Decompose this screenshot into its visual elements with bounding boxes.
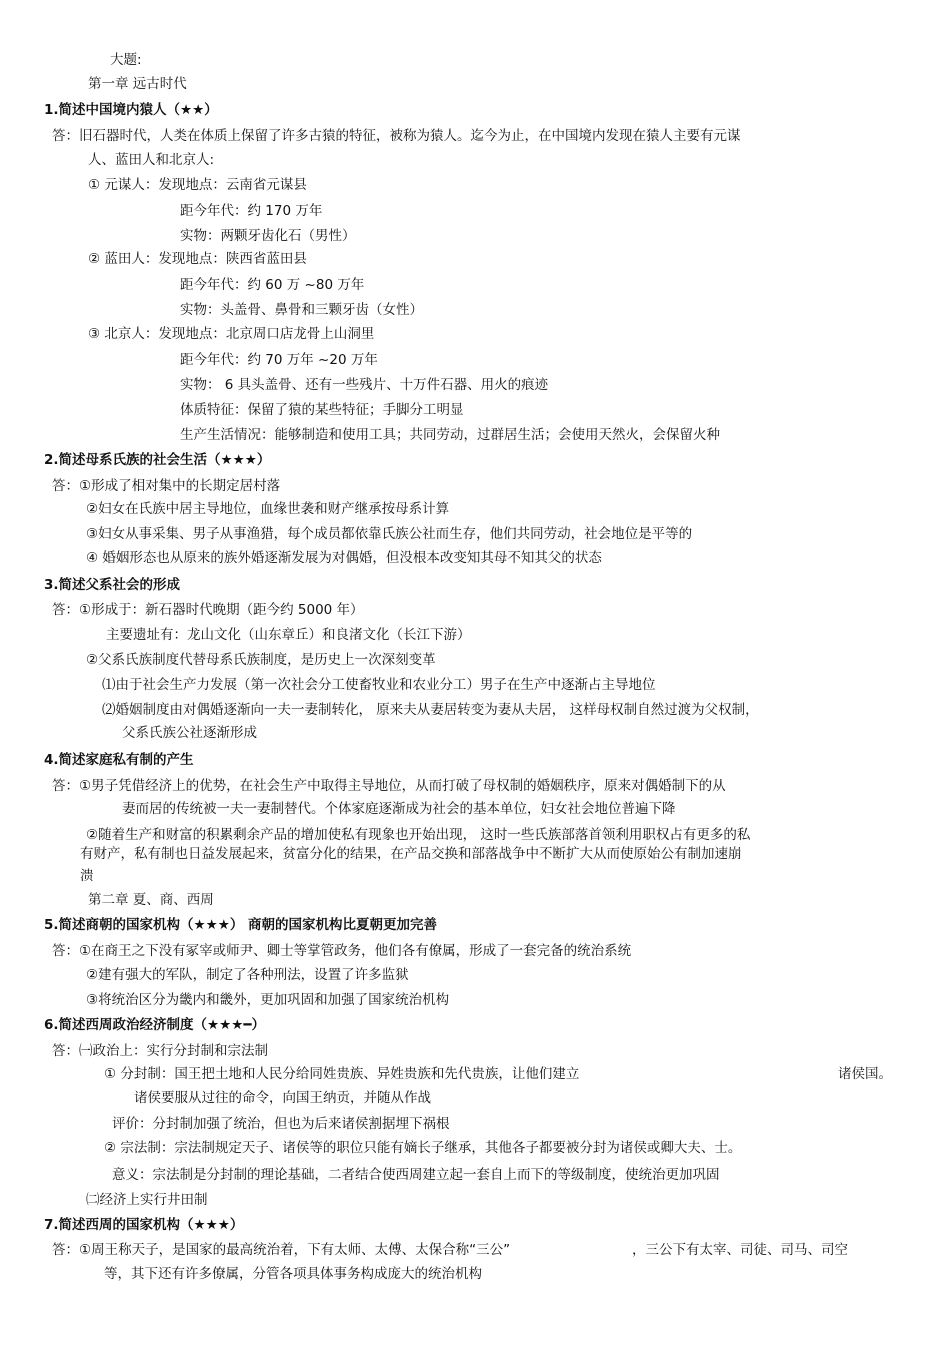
list-item: ③ 北京人：发现地点：北京周口店龙骨上山洞里 (88, 326, 375, 342)
answer-text: 人、蓝田人和北京人: (88, 152, 215, 168)
answer-text: 答：①男子凭借经济上的优势，在社会生产中取得主导地位，从而打破了母权制的婚姻秩序，原来对偶婚制下的从 (52, 778, 726, 794)
answer-text: ②建有强大的军队，制定了各种刑法，设置了许多监狱 (86, 967, 409, 983)
chapter-title: 第二章 夏、商、西周 (88, 892, 214, 908)
answer-text: ㈡经济上实行井田制 (86, 1192, 208, 1208)
question-heading: 2.简述母系氏族的社会生活（★★★） (44, 452, 271, 468)
section-label: 大题: (110, 52, 142, 68)
answer-text: 有财产，私有制也日益发展起来，贫富分化的结果，在产品交换和部落战争中不断扩大从而使原始公有制加速崩 (80, 846, 742, 862)
question-heading: 3.简述父系社会的形成 (44, 577, 181, 593)
list-item: ② 宗法制：宗法制规定天子、诸侯等的职位只能有嫡长子继承，其他各子都要被分封为诸侯或卿大夫、士。 (104, 1140, 742, 1156)
answer-text: ②妇女在氏族中居主导地位，血缘世袭和财产继承按母系计算 (86, 501, 450, 517)
question-heading: 1.简述中国境内猿人（★★） (44, 102, 218, 118)
list-item: ① 元谋人：发现地点：云南省元谋县 (88, 177, 307, 193)
chapter-title: 第一章 远古时代 (88, 76, 187, 92)
answer-text: ②父系氏族制度代替母系氏族制度，是历史上一次深刻变革 (86, 652, 436, 668)
answer-text: ④ 婚姻形态也从原来的族外婚逐渐发展为对偶婚，但没根本改变知其母不知其父的状态 (86, 550, 602, 566)
detail-line: 距今年代：约 60 万 ~80 万年 (180, 277, 365, 293)
answer-text: ③将统治区分为畿内和畿外，更加巩固和加强了国家统治机构 (86, 992, 450, 1008)
list-item: ① 分封制：国王把土地和人民分给同姓贵族、异姓贵族和先代贵族，让他们建立 (104, 1066, 580, 1082)
detail-line: 诸侯要服从过往的命令，向国王纳贡，并随从作战 (134, 1090, 431, 1106)
answer-text: ③妇女从事采集、男子从事渔猎，每个成员都依靠氏族公社而生存，他们共同劳动，社会地位是平等的 (86, 526, 693, 542)
detail-line: 距今年代：约 70 万年 ~20 万年 (180, 352, 378, 368)
detail-line: 实物： 6 具头盖骨、还有一些残片、十万件石器、用火的痕迹 (180, 377, 549, 393)
answer-text: 答：①形成于：新石器时代晚期（距今约 5000 年） (52, 602, 364, 618)
answer-text: 父系氏族公社逐渐形成 (122, 725, 257, 741)
answer-text: 答：①在商王之下没有冢宰或师尹、卿士等掌管政务，他们各有僚属，形成了一套完备的统治系统 (52, 943, 632, 959)
detail-line: 体质特征：保留了猿的某些特征；手脚分工明显 (180, 402, 464, 418)
answer-text: 主要遗址有：龙山文化（山东章丘）和良渚文化（长江下游） (106, 627, 471, 643)
detail-line: 距今年代：约 170 万年 (180, 203, 323, 219)
answer-text: ⑴由于社会生产力发展（第一次社会分工使畜牧业和农业分工）男子在生产中逐渐占主导地位 (102, 677, 656, 693)
question-heading: 6.简述西周政治经济制度（★★★━） (44, 1017, 265, 1033)
question-heading: 7.简述西周的国家机构（★★★） (44, 1217, 244, 1233)
answer-text: ，三公下有太宰、司徒、司马、司空 (632, 1242, 848, 1258)
list-item: ② 蓝田人：发现地点：陕西省蓝田县 (88, 251, 307, 267)
list-item-continuation: 诸侯国。 (838, 1066, 892, 1082)
answer-text: 答：①周王称天子，是国家的最高统治着，下有太师、太傅、太保合称“三公” (52, 1242, 511, 1258)
answer-text: 答：旧石器时代，人类在体质上保留了许多古猿的特征，被称为猿人。迄今为止，在中国境内发现在猿人主要有元谋 (52, 128, 741, 144)
question-heading: 4.简述家庭私有制的产生 (44, 752, 194, 768)
answer-text: 溃 (80, 868, 94, 884)
detail-line: 评价：分封制加强了统治，但也为后来诸侯割据埋下祸根 (112, 1116, 450, 1132)
detail-line: 实物：两颗牙齿化石（男性） (180, 228, 356, 244)
detail-line: 意义：宗法制是分封制的理论基础，二者结合使西周建立起一套自上而下的等级制度，使统治更加巩固 (112, 1167, 720, 1183)
detail-line: 实物：头盖骨、鼻骨和三颗牙齿（女性） (180, 302, 423, 318)
detail-line: 生产生活情况：能够制造和使用工具；共同劳动，过群居生活；会使用天然火，会保留火种 (180, 427, 720, 443)
answer-text: 答：①形成了相对集中的长期定居村落 (52, 478, 281, 494)
answer-text: 妻而居的传统被一夫一妻制替代。个体家庭逐渐成为社会的基本单位，妇女社会地位普遍下降 (122, 801, 676, 817)
answer-text: ⑵婚姻制度由对偶婚逐渐向一夫一妻制转化， 原来夫从妻居转变为妻从夫居， 这样母权制自然过渡为父权制， (102, 702, 759, 718)
answer-text: 等，其下还有许多僚属，分管各项具体事务构成庞大的统治机构 (104, 1266, 482, 1282)
answer-text: ②随着生产和财富的积累剩余产品的增加使私有现象也开始出现， 这时一些氏族部落首领利用职权占有更多的私 (86, 827, 751, 843)
question-heading: 5.简述商朝的国家机构（★★★） 商朝的国家机构比夏朝更加完善 (44, 917, 438, 933)
answer-text: 答：㈠政治上：实行分封制和宗法制 (52, 1043, 268, 1059)
